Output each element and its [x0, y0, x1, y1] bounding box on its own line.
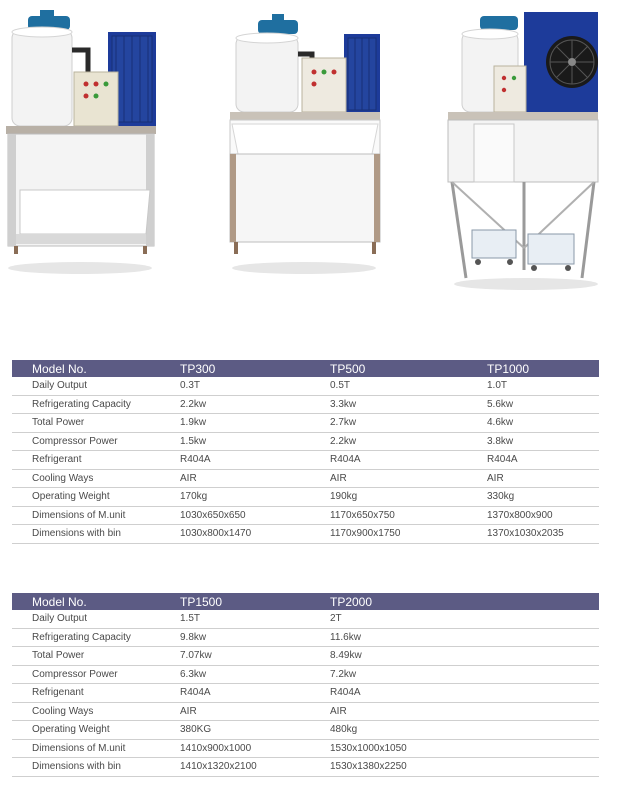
table-cell: [487, 610, 599, 628]
table-cell: 1370x800x900: [487, 506, 599, 525]
table-cell: R404A: [330, 451, 487, 470]
table-cell: 3.8kw: [487, 432, 599, 451]
table-cell: 1.5T: [180, 610, 330, 628]
table-row: [12, 758, 599, 777]
table-cell: AIR: [180, 702, 330, 721]
table-cell: 1170x900x1750: [330, 525, 487, 544]
table-cell: 1170x650x750: [330, 506, 487, 525]
table-row: [12, 610, 599, 628]
table-cell: [487, 628, 599, 647]
table-row: [12, 628, 599, 647]
table-cell: 3.3kw: [330, 395, 487, 414]
header-cell: TP1500: [180, 593, 330, 610]
table-row: [12, 665, 599, 684]
table-cell: 1410x900x1000: [180, 739, 330, 758]
header-cell: TP300: [180, 360, 330, 377]
table-row: [12, 377, 599, 395]
table-cell: 1530x1000x1050: [330, 739, 487, 758]
spec-table-tp1500-tp2000: [12, 593, 599, 777]
table-row: [12, 684, 599, 703]
table-row: [12, 414, 599, 433]
table-row: [12, 721, 599, 740]
table-cell: 0.5T: [330, 377, 487, 395]
table-row: [12, 469, 599, 488]
row-label: Total Power: [12, 647, 180, 666]
table-cell: R404A: [487, 451, 599, 470]
row-label: Operating Weight: [12, 488, 180, 507]
table-cell: 1370x1030x2035: [487, 525, 599, 544]
row-label: Compressor Power: [12, 665, 180, 684]
header-cell: TP500: [330, 360, 487, 377]
table-row: [12, 739, 599, 758]
table-cell: 0.3T: [180, 377, 330, 395]
table-cell: AIR: [330, 469, 487, 488]
table-cell: [487, 684, 599, 703]
row-label: Cooling Ways: [12, 702, 180, 721]
row-label: Refrigerant: [12, 451, 180, 470]
table-header-row: [12, 360, 599, 377]
table-row: [12, 488, 599, 507]
table-cell: 380KG: [180, 721, 330, 740]
table-cell: R404A: [330, 684, 487, 703]
table-cell: 1.9kw: [180, 414, 330, 433]
header-cell: Model No.: [12, 360, 180, 377]
table-cell: 1.5kw: [180, 432, 330, 451]
table-cell: 170kg: [180, 488, 330, 507]
table-body: [12, 610, 599, 776]
table-cell: 7.2kw: [330, 665, 487, 684]
table-cell: 7.07kw: [180, 647, 330, 666]
table-cell: R404A: [180, 684, 330, 703]
table-header-row: [12, 593, 599, 610]
table-cell: AIR: [487, 469, 599, 488]
table-cell: [487, 739, 599, 758]
table-row: [12, 647, 599, 666]
header-cell: Model No.: [12, 593, 180, 610]
row-label: Cooling Ways: [12, 469, 180, 488]
row-label: Total Power: [12, 414, 180, 433]
table-cell: 4.6kw: [487, 414, 599, 433]
header-cell: [487, 593, 599, 610]
table-cell: 1030x650x650: [180, 506, 330, 525]
row-label: Dimensions with bin: [12, 525, 180, 544]
flake-ice-machine-tp1000-image: [444, 8, 614, 293]
table-body: [12, 377, 599, 543]
row-label: Daily Output: [12, 610, 180, 628]
table-cell: 6.3kw: [180, 665, 330, 684]
product-photos: [0, 0, 627, 300]
table-row: [12, 451, 599, 470]
table-cell: [487, 702, 599, 721]
table-cell: 8.49kw: [330, 647, 487, 666]
row-label: Dimensions of M.unit: [12, 506, 180, 525]
table-row: [12, 506, 599, 525]
table-cell: AIR: [180, 469, 330, 488]
header-cell: TP1000: [487, 360, 599, 377]
row-label: Refrigenant: [12, 684, 180, 703]
table-cell: 2.7kw: [330, 414, 487, 433]
row-label: Dimensions with bin: [12, 758, 180, 777]
table-cell: [487, 665, 599, 684]
table-cell: 1530x1380x2250: [330, 758, 487, 777]
table-cell: 11.6kw: [330, 628, 487, 647]
row-label: Compressor Power: [12, 432, 180, 451]
row-label: Operating Weight: [12, 721, 180, 740]
row-label: Dimensions of M.unit: [12, 739, 180, 758]
row-label: Daily Output: [12, 377, 180, 395]
table-cell: [487, 721, 599, 740]
row-label: Refrigerating Capacity: [12, 395, 180, 414]
spec-table-tp300-tp1000: [12, 360, 599, 544]
table-row: [12, 432, 599, 451]
table-cell: 2.2kw: [330, 432, 487, 451]
flake-ice-machine-tp300-image: [0, 10, 170, 275]
table-cell: 5.6kw: [487, 395, 599, 414]
table-cell: 1410x1320x2100: [180, 758, 330, 777]
table-row: [12, 395, 599, 414]
table-cell: AIR: [330, 702, 487, 721]
table-cell: 2.2kw: [180, 395, 330, 414]
flake-ice-machine-tp500-image: [222, 14, 392, 279]
table-cell: R404A: [180, 451, 330, 470]
table-cell: 1030x800x1470: [180, 525, 330, 544]
table-cell: [487, 758, 599, 777]
table-cell: 1.0T: [487, 377, 599, 395]
table-cell: 9.8kw: [180, 628, 330, 647]
header-cell: TP2000: [330, 593, 487, 610]
table-cell: 330kg: [487, 488, 599, 507]
table-cell: 190kg: [330, 488, 487, 507]
table-row: [12, 702, 599, 721]
table-cell: 2T: [330, 610, 487, 628]
table-cell: 480kg: [330, 721, 487, 740]
table-cell: [487, 647, 599, 666]
table-row: [12, 525, 599, 544]
row-label: Refrigerating Capacity: [12, 628, 180, 647]
